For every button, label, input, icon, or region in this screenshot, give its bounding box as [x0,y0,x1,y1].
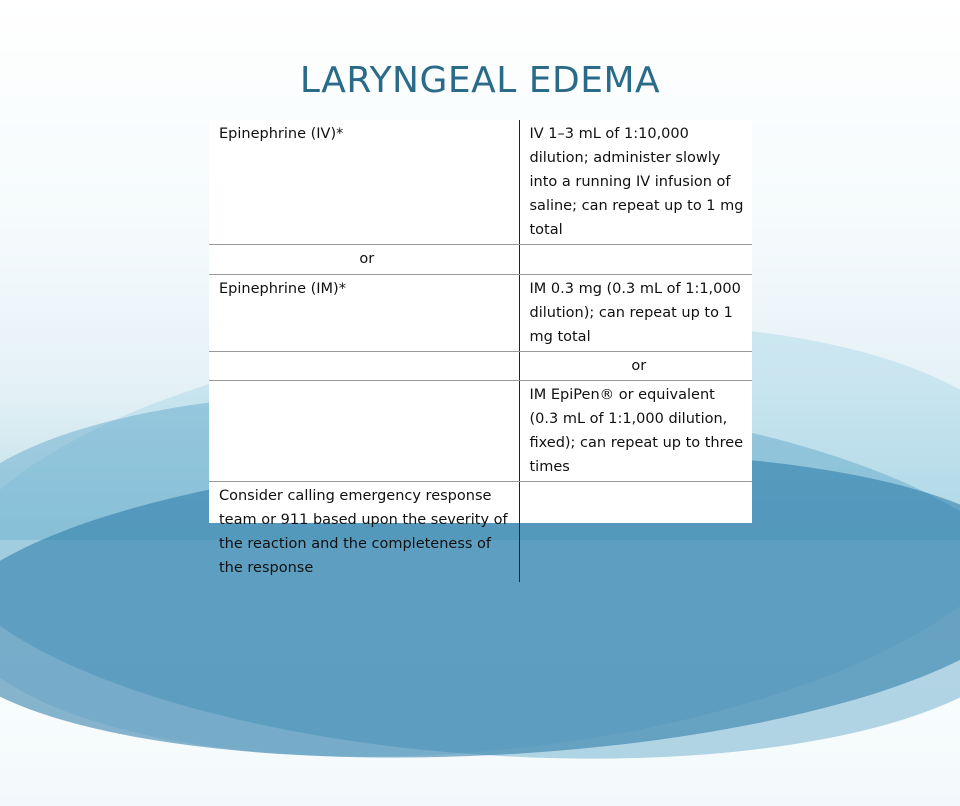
table-cell [519,245,752,275]
table-row [209,352,752,381]
table-row [209,245,752,275]
table-cell: Epinephrine (IV)* [209,120,519,245]
table-row [209,275,752,352]
table-row [209,482,752,583]
table-cell: Epinephrine (IM)* [209,275,519,352]
treatment-table [209,120,752,576]
slide-title: LARYNGEAL EDEMA [299,60,661,101]
table-cell [209,352,519,381]
table-cell: IM 0.3 mg (0.3 mL of 1:1,000 dilution); can repeat up to 1 mg total [519,275,752,352]
table-cell: IM EpiPen® or equivalent (0.3 mL of 1:1,000 dilution, fixed); can repeat up to three times [519,381,752,482]
table-cell: or [519,352,752,381]
table-cell: Consider calling emergency response team or 911 based upon the severity of the reaction and the completeness of the response [209,482,519,583]
table-cell: or [209,245,519,275]
table-cell: IV 1–3 mL of 1:10,000 dilution; administer slowly into a running IV infusion of saline; can repeat up to 1 mg total [519,120,752,245]
table-cell [209,381,519,482]
table-row [209,381,752,482]
table-row [209,120,752,245]
table-cell [519,482,752,583]
